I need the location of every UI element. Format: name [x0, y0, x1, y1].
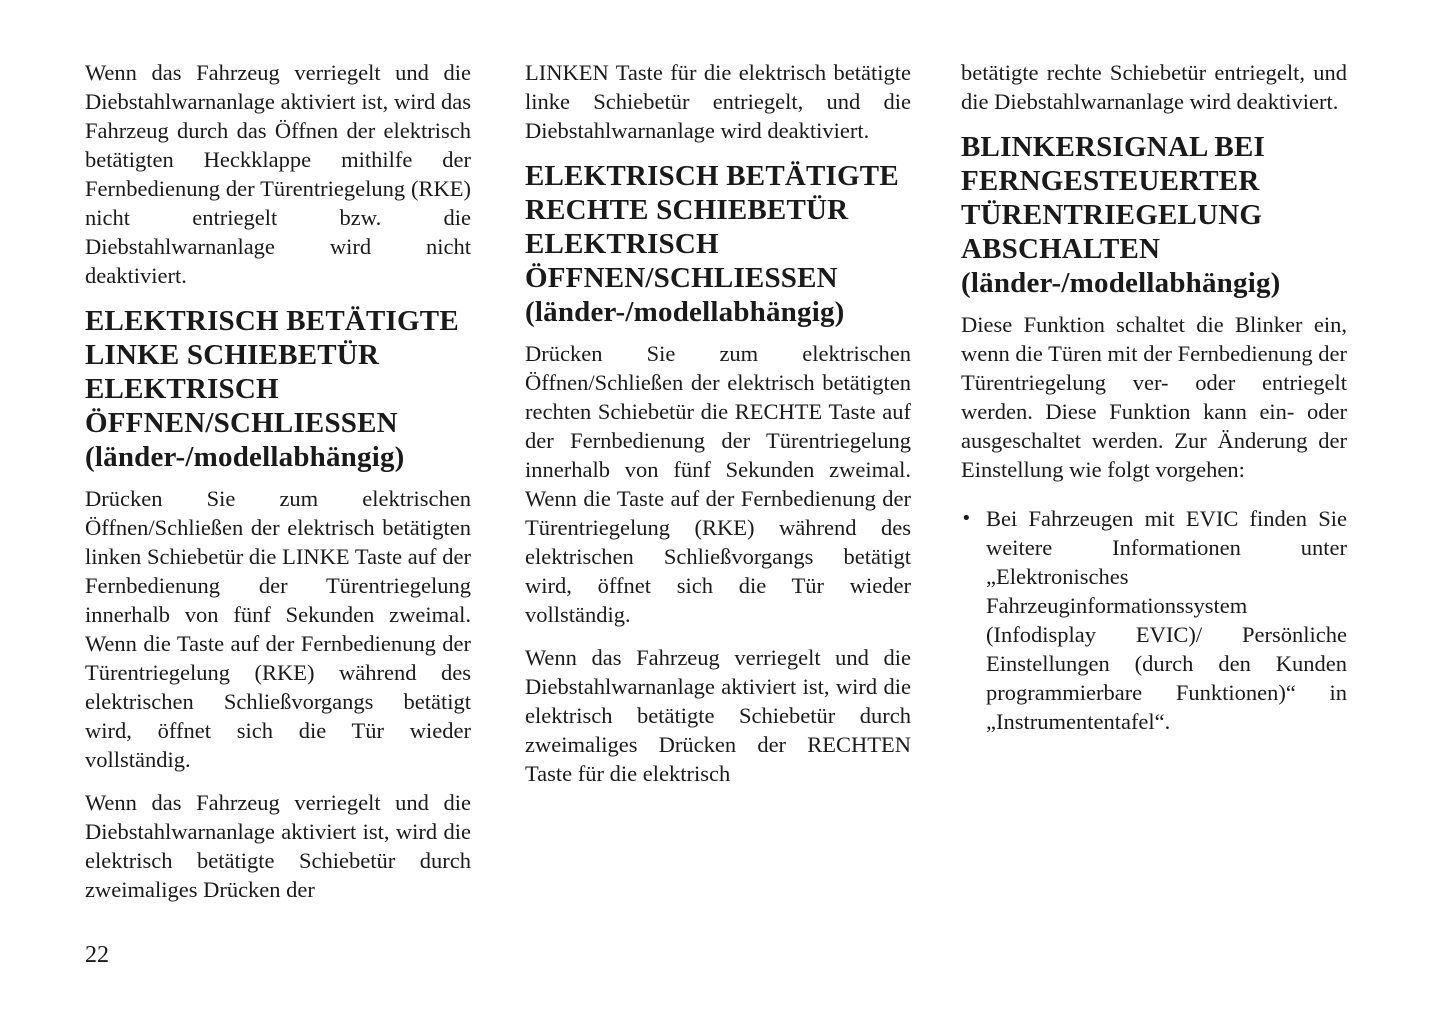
heading-line: RECHTE SCHIEBETÜR [525, 194, 849, 226]
section-heading-turn-signal [961, 130, 1347, 300]
column-left [85, 58, 471, 918]
heading-line: FERNGESTEUERTER [961, 165, 1260, 197]
heading-subtitle: (länder-/modellabhängig) [85, 441, 405, 473]
paragraph-left-door-continued: LINKEN Taste für die elektrisch betätigte linke Schiebetür entriegelt, und die Diebstahlwarnanlage wird deaktiviert. [525, 60, 911, 143]
heading-line: ELEKTRISCH [525, 228, 719, 260]
heading-line: ÖFFNEN/SCHLIESSEN [525, 262, 838, 294]
heading-subtitle: (länder-/modellabhängig) [525, 296, 845, 328]
heading-line: ELEKTRISCH BETÄTIGTE [525, 160, 899, 192]
paragraph-right-door-continued: betätigte rechte Schiebetür entriegelt, und die Diebstahlwarnanlage wird deaktiviert. [961, 60, 1347, 114]
heading-line: BLINKERSIGNAL BEI [961, 131, 1265, 163]
paragraph-right-door-locked: Wenn das Fahrzeug verriegelt und die Diebstahlwarnanlage aktiviert ist, wird die elektrisch betätigte Schiebetür durch zweimaliges Drücken der RECHTEN Taste für die elektrisch [525, 645, 911, 786]
heading-line: ÖFFNEN/SCHLIESSEN [85, 407, 398, 439]
section-heading-right-sliding-door [525, 159, 911, 329]
paragraph-tailgate-alarm: Wenn das Fahrzeug verriegelt und die Diebstahlwarnanlage aktiviert ist, wird das Fahrzeug durch das Öffnen der elektrisch betätigten Heckklappe mithilfe der Fernbedienung der Türentriegelung (RKE) nicht entriegelt bzw. die Diebstahlwarnanlage wird nicht deaktiviert. [85, 60, 471, 288]
paragraph-left-door-instructions: Drücken Sie zum elektrischen Öffnen/Schließen der elektrisch betätigten linken Schiebetür die LINKE Taste auf der Fernbedienung der Türentriegelung innerhalb von fünf Sekunden zweimal. Wenn die Taste auf der Fernbedienung der Türentriegelung (RKE) während des elektrischen Schließvorgangs betätigt wird, öffnet sich die Tür wieder vollständig. [85, 486, 471, 772]
heading-subtitle: (länder-/modellabhängig) [961, 267, 1281, 299]
page-number: 22 [85, 942, 109, 968]
heading-line: TÜRENTRIEGELUNG [961, 199, 1263, 231]
bullet-item-evic [961, 504, 1347, 736]
paragraph-right-door-instructions: Drücken Sie zum elektrischen Öffnen/Schließen der elektrisch betätigten rechten Schiebetür die RECHTE Taste auf der Fernbedienung der Türentriegelung innerhalb von fünf Sekunden zweimal. Wenn die Taste auf der Fernbedienung der Türentriegelung (RKE) während des elektrischen Schließvorgangs betätigt wird, öffnet sich die Tür wieder vollständig. [525, 341, 911, 627]
column-right [961, 58, 1347, 750]
column-middle [525, 58, 911, 802]
bullet-icon: • [961, 508, 972, 529]
section-heading-left-sliding-door [85, 304, 471, 474]
bullet-text: Bei Fahrzeugen mit EVIC finden Sie weitere Informationen unter „Elektronisches Fahrzeuginformationssystem (Infodisplay EVIC)/ Persönliche Einstellungen (durch den Kunden programmierbare Funktionen)“ in „Instrumententafel“. [986, 506, 1347, 734]
heading-line: LINKE SCHIEBETÜR [85, 339, 380, 371]
heading-line: ABSCHALTEN [961, 233, 1161, 265]
paragraph-left-door-locked: Wenn das Fahrzeug verriegelt und die Diebstahlwarnanlage aktiviert ist, wird die elektrisch betätigte Schiebetür durch zweimaliges Drücken der [85, 790, 471, 902]
heading-line: ELEKTRISCH BETÄTIGTE [85, 305, 459, 337]
paragraph-turn-signal-function: Diese Funktion schaltet die Blinker ein, wenn die Türen mit der Fernbedienung der Türentriegelung ver- oder entriegelt werden. Diese Funktion kann ein- oder ausgeschaltet werden. Zur Änderung der Einstellung wie folgt vorgehen: [961, 312, 1347, 482]
heading-line: ELEKTRISCH [85, 373, 279, 405]
